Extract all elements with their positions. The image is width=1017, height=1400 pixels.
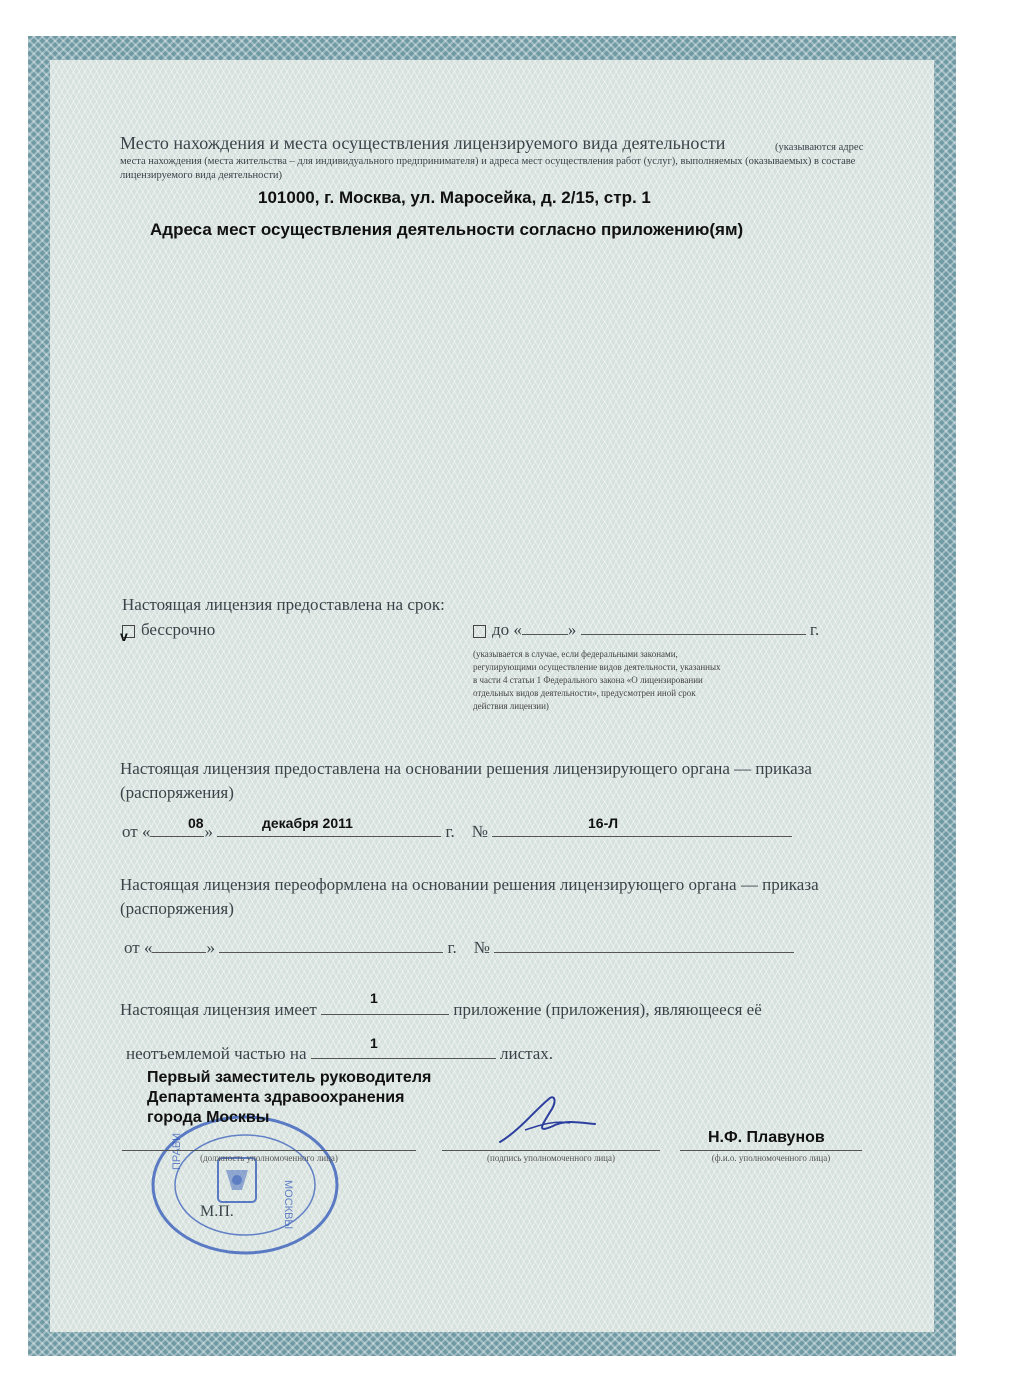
name-line xyxy=(680,1150,862,1151)
basis-number-sign: № xyxy=(471,822,489,841)
appendix-text2-after: листах. xyxy=(500,1044,554,1063)
signature-line xyxy=(442,1150,660,1151)
location-heading: Место нахождения и места осуществления лицензируемого вида деятельности xyxy=(120,133,726,153)
reissue-heading: Настоящая лицензия переоформлена на основании решения лицензирующего органа — приказа (распоряжения) xyxy=(120,875,819,918)
reissue-month-line xyxy=(219,952,443,953)
name-caption: (ф.и.о. уполномоченного лица) xyxy=(711,1153,831,1163)
basis-month-year: декабря 2011 xyxy=(262,815,353,831)
check-mark: v xyxy=(120,628,128,644)
appendix-text-before: Настоящая лицензия имеет xyxy=(120,1000,317,1019)
svg-text:МОСКВЫ: МОСКВЫ xyxy=(282,1180,294,1230)
signatory-position: Первый заместитель руководителя Департамента здравоохранения города Москвы xyxy=(147,1069,432,1126)
activity-places: Адреса мест осуществления деятельности согласно приложению(ям) xyxy=(150,220,744,239)
basis-heading: Настоящая лицензия предоставлена на основании решения лицензирующего органа — приказа (распоряжения) xyxy=(120,759,812,802)
location-address: 101000, г. Москва, ул. Маросейка, д. 2/15, стр. 1 xyxy=(258,188,651,207)
position-caption: (должность уполномоченного лица) xyxy=(200,1153,338,1163)
svg-text:ПРАВИ: ПРАВИ xyxy=(171,1132,183,1170)
reissue-details-row: от « » г. № xyxy=(124,938,794,958)
appendix-row xyxy=(120,1000,762,1020)
appendix-count: 1 xyxy=(370,990,378,1006)
appendix-sheets-row xyxy=(126,1044,553,1064)
reissue-number-line xyxy=(494,952,794,953)
term-until-row: до « » г. xyxy=(473,620,819,640)
reissue-day-line xyxy=(152,952,206,953)
basis-day: 08 xyxy=(188,815,204,831)
position-line xyxy=(122,1150,416,1151)
appendix-text2-before: неотъемлемой частью на xyxy=(126,1044,307,1063)
reissue-number-sign: № xyxy=(473,938,491,957)
location-heading-note: (указываются адрес места нахождения (места жительства – для индивидуального предпринимателя) и адреса мест осуществления работ (услуг), выполняемых (оказываемых) в составе лицензируемого вида деятельности) xyxy=(120,142,864,181)
basis-number: 16-Л xyxy=(588,815,619,831)
appendix-sheets: 1 xyxy=(370,1035,378,1051)
until-label: до xyxy=(492,620,510,639)
term-heading: Настоящая лицензия предоставлена на срок: xyxy=(122,595,445,614)
basis-details-row: от « » г. № xyxy=(122,822,792,842)
until-year-suffix: г. xyxy=(809,620,820,639)
until-month-line xyxy=(581,634,806,635)
official-seal-stamp xyxy=(150,1110,350,1260)
basis-day-line xyxy=(150,836,204,837)
term-unlimited-row xyxy=(122,620,215,640)
signature-caption: (подпись уполномоченного лица) xyxy=(487,1153,615,1163)
until-checkbox xyxy=(473,625,486,638)
until-day-line xyxy=(522,634,568,635)
signatory-name: Н.Ф. Плавунов xyxy=(708,1129,825,1146)
unlimited-label: бессрочно xyxy=(141,620,216,639)
basis-number-line xyxy=(492,836,792,837)
appendix-text-after: приложение (приложения), являющееся её xyxy=(453,1000,762,1019)
appendix-count-line xyxy=(321,1014,449,1015)
basis-year-suffix: г. xyxy=(445,822,455,841)
basis-month-line xyxy=(217,836,441,837)
until-note: (указывается в случае, если федеральными законами, регулирующими осуществление видов деятельности, указанных в части 4 статьи 1 Федерального закона «О лицензировании отдельных видов деятельности», предусмотрен иной срок действия лицензии) xyxy=(473,649,721,711)
appendix-sheets-line xyxy=(311,1058,496,1059)
signature-image xyxy=(495,1090,605,1150)
reissue-year-suffix: г. xyxy=(447,938,457,957)
reissue-from-label: от xyxy=(124,938,140,957)
basis-from-label: от xyxy=(122,822,138,841)
seal-label: М.П. xyxy=(200,1203,234,1220)
